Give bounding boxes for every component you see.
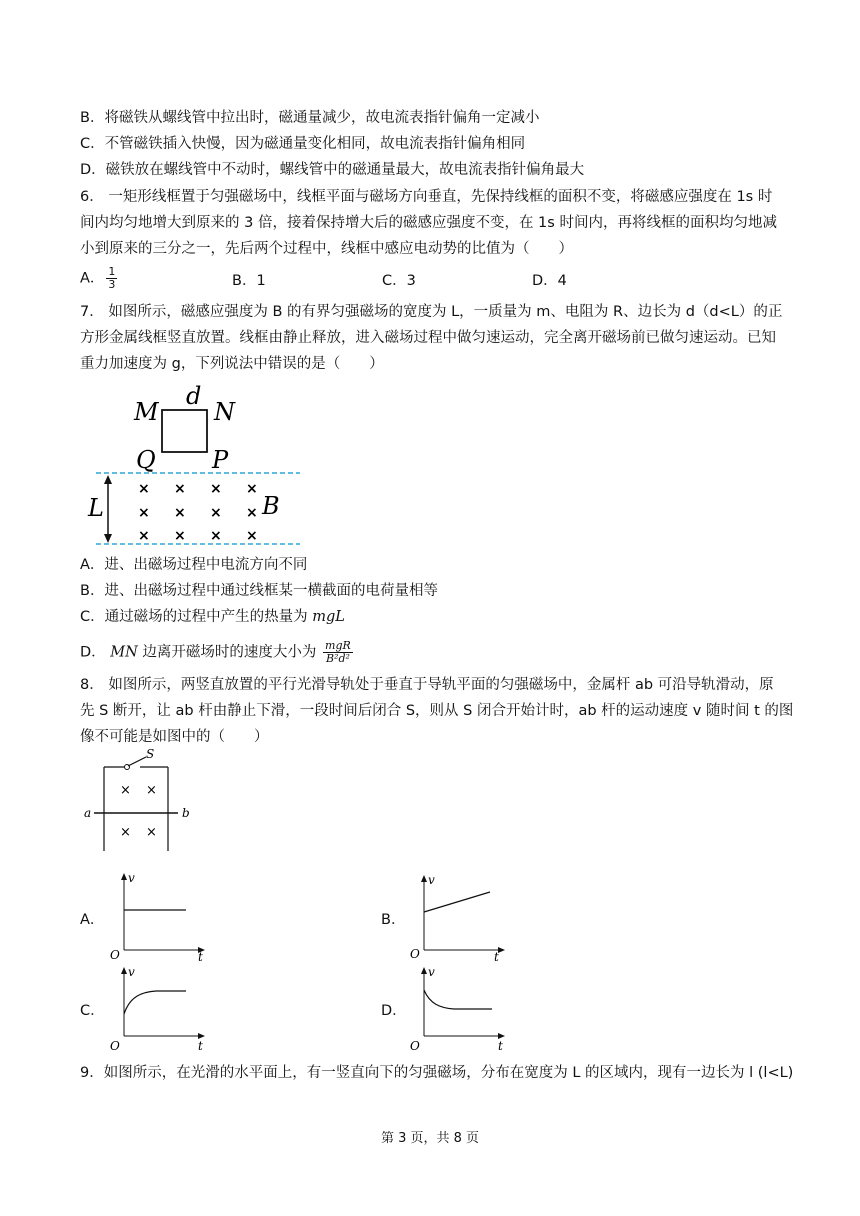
q7-option-c-text: C．通过磁场的过程中产生的热量为 xyxy=(80,609,313,625)
page-footer: 第 3 页，共 8 页 xyxy=(380,1131,480,1146)
q8-graph-b-v-label: v xyxy=(428,873,435,887)
q8-stem-line3: 像不可能是如图中的（ ） xyxy=(80,729,269,745)
q8-graph-d-curve xyxy=(424,990,492,1009)
q8-circuit-figure xyxy=(80,745,210,857)
q7-cross: × xyxy=(138,505,150,521)
q8-label-b: b xyxy=(182,806,190,820)
q7-figure xyxy=(80,378,320,553)
q6-stem-line1: 6． 一矩形线框置于匀强磁场中，线框平面与磁场方向垂直，先保持线框的面积不变，将磁感应强度在 1s 时 xyxy=(80,189,773,205)
q8-label-a: a xyxy=(84,806,92,820)
q5-option-b: B．将磁铁从螺线管中拉出时，磁通量减少，故电流表指针偏角一定减小 xyxy=(80,110,540,126)
q8-graph-c-v-arrow xyxy=(121,967,127,974)
q8-graph-c-curve xyxy=(124,991,186,1014)
q8-graph-b xyxy=(408,872,508,964)
q8-stem-line2: 先 S 断开，让 ab 杆由静止下滑，一段时间后闭合 S，则从 S 闭合开始计时，ab 杆的运动速度 v 随时间 t 的图 xyxy=(80,703,794,719)
q7-cross: × xyxy=(246,505,258,521)
q7-cross: × xyxy=(174,528,186,544)
q8-cross: × xyxy=(120,783,131,798)
q8-graph-d xyxy=(408,964,508,1056)
q8-graph-b-curve xyxy=(424,892,490,912)
q7-field-crosses xyxy=(138,481,258,544)
q8-cross: × xyxy=(146,825,157,840)
q7-cross: × xyxy=(210,505,222,521)
q6-stem-line3: 小到原来的三分之一，先后两个过程中，线框中感应电动势的比值为（ ） xyxy=(80,241,573,257)
q7-cross: × xyxy=(138,481,150,497)
q7-arrow-head-up xyxy=(104,475,112,484)
q8-graph-b-t-label: t xyxy=(494,950,499,964)
q7-option-d-numerator: mgR xyxy=(325,639,351,652)
q7-option-c-math: mgL xyxy=(312,609,345,625)
q7-stem-line2: 方形金属线框竖直放置。线框由静止释放，进入磁场过程中做匀速运动，完全离开磁场前已做匀速运动。已知 xyxy=(80,330,776,346)
q8-graph-c-v-label: v xyxy=(128,965,135,979)
q8-graph-b-v-arrow xyxy=(421,875,427,882)
q6-option-c: C．3 xyxy=(382,273,416,289)
q7-stem-line1: 7． 如图所示，磁感应强度为 B 的有界匀强磁场的宽度为 L，一质量为 m、电阻为 R、边长为 d（d<L）的正 xyxy=(80,304,783,320)
q5-option-c: C．不管磁铁插入快慢，因为磁通量变化相同，故电流表指针偏角相同 xyxy=(80,136,526,152)
q8-graph-c xyxy=(108,964,208,1056)
q8-stem-line1: 8． 如图所示，两竖直放置的平行光滑导轨处于垂直于导轨平面的匀强磁场中，金属杆 ab 可沿导轨滑动，原 xyxy=(80,677,774,693)
q6-option-a xyxy=(80,266,119,291)
q6-stem-line2: 间内均匀地增大到原来的 3 倍，接着保持增大后的磁感应强度不变，在 1s 时间内，再将线框的面积均匀地减 xyxy=(80,215,777,231)
q8-graph-c-t-label: t xyxy=(198,1039,203,1053)
q8-cross: × xyxy=(120,825,131,840)
q8-graph-d-t-label: t xyxy=(498,1039,503,1053)
q7-label-l: L xyxy=(88,494,104,522)
q8-option-d-label: D． xyxy=(381,1003,407,1019)
q8-option-b-label: B． xyxy=(381,912,406,928)
q7-label-m: M xyxy=(134,398,159,426)
q8-graph-a-v-label: v xyxy=(128,871,135,885)
q8-graph-d-v-arrow xyxy=(421,967,427,974)
q8-label-s: S xyxy=(146,747,155,761)
q8-graph-a xyxy=(108,870,208,962)
q7-label-n: N xyxy=(214,398,235,426)
q8-graph-a-origin: O xyxy=(110,948,120,962)
q8-switch-s xyxy=(128,757,146,766)
q8-graph-d-origin: O xyxy=(410,1039,420,1053)
q7-stem-line3: 重力加速度为 g，下列说法中错误的是（ ） xyxy=(80,356,384,372)
q7-cross: × xyxy=(210,528,222,544)
q6-option-d: D．4 xyxy=(532,273,567,289)
q7-cross: × xyxy=(174,481,186,497)
q7-option-d xyxy=(80,640,355,665)
q7-label-p: P xyxy=(212,446,229,474)
q8-graph-d-v-label: v xyxy=(428,965,435,979)
q9-stem-line1: 9．如图所示，在光滑的水平面上，有一竖直向下的匀强磁场，分布在宽度为 L 的区域内，现有一边长为 l (l<L) xyxy=(80,1065,794,1081)
q6-option-a-numerator: 1 xyxy=(108,265,116,278)
q6-option-a-denominator: 3 xyxy=(108,278,116,291)
q8-option-c-label: C． xyxy=(80,1003,105,1019)
q7-cross: × xyxy=(210,481,222,497)
q7-label-q: Q xyxy=(136,446,156,474)
q7-option-d-math: MN xyxy=(110,644,138,661)
q8-graph-b-t-arrow xyxy=(498,947,505,953)
q8-cross: × xyxy=(146,783,157,798)
q7-option-d-text: 边离开磁场时的速度大小为 xyxy=(137,644,322,661)
q8-graph-c-origin: O xyxy=(110,1039,120,1053)
q6-option-a-fraction xyxy=(106,266,117,291)
q8-option-a-label: A． xyxy=(80,912,105,928)
q6-option-a-label: A． xyxy=(80,270,105,287)
q6-option-b: B．1 xyxy=(232,273,266,289)
q7-label-d: d xyxy=(186,382,202,410)
q7-label-b: B xyxy=(262,492,280,520)
q7-cross: × xyxy=(138,528,150,544)
q7-cross: × xyxy=(246,528,258,544)
q8-graph-b-origin: O xyxy=(410,947,420,961)
q7-option-c xyxy=(80,607,345,627)
q7-cross: × xyxy=(246,481,258,497)
q8-field-crosses xyxy=(120,783,157,840)
q7-square-frame xyxy=(162,410,207,452)
q7-option-a: A．进、出磁场过程中电流方向不同 xyxy=(80,557,308,573)
q7-option-d-denominator: B²d² xyxy=(325,652,350,665)
q5-option-d: D．磁铁放在螺线管中不动时，螺线管中的磁通量最大，故电流表指针偏角最大 xyxy=(80,162,585,178)
q7-option-d-prefix: D． xyxy=(80,644,111,661)
q7-option-d-fraction xyxy=(323,640,353,665)
q7-arrow-head-down xyxy=(104,534,112,543)
q7-cross: × xyxy=(174,505,186,521)
q7-option-b: B．进、出磁场过程中通过线框某一横截面的电荷量相等 xyxy=(80,583,438,599)
q8-graph-a-t-label: t xyxy=(198,950,203,964)
q8-graph-a-v-arrow xyxy=(121,873,127,880)
